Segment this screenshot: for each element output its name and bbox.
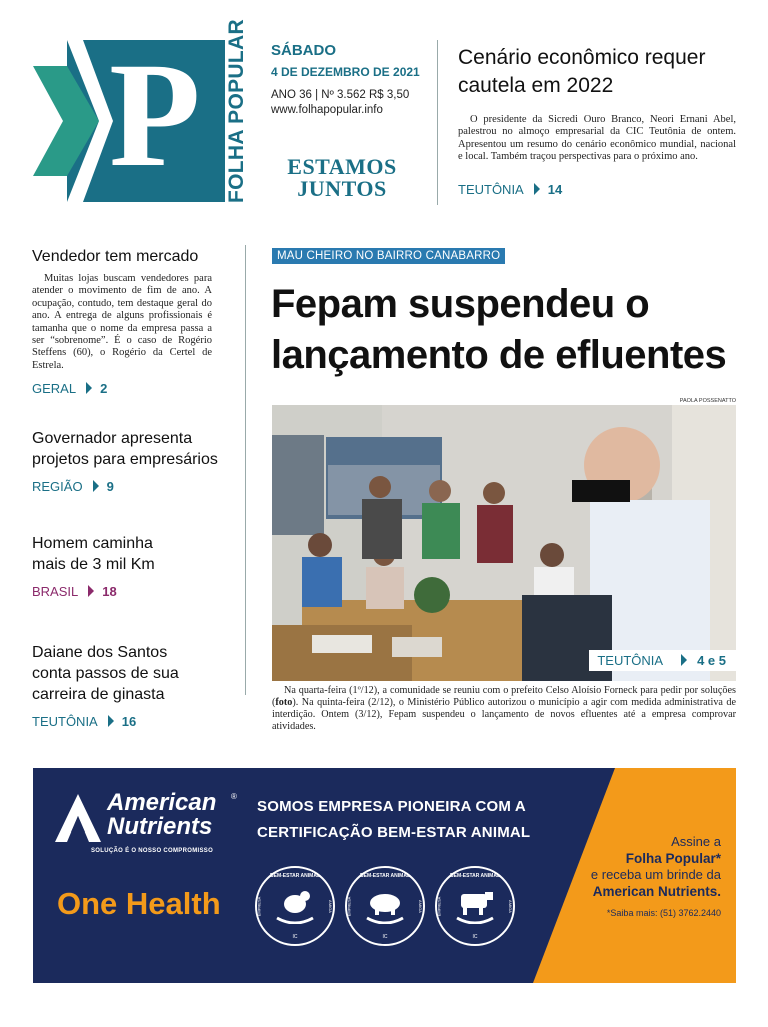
sidebar-item-section: GERAL — [32, 381, 77, 397]
masthead-divider — [437, 40, 438, 205]
chicken-icon — [273, 888, 317, 924]
meeting-photo-icon — [272, 405, 736, 681]
sidebar-item-section: REGIÃO — [32, 479, 83, 494]
advertisement[interactable] — [33, 768, 736, 983]
sidebar-item-body: Muitas lojas buscam vendedores para atender o movimento de fim de ano. A ocupação, contudo, tem destaque geral do ano. A entrega de alguns profissionais é tamanha que o nome da empresa passa a ser “sobrenome”. É o caso de Rogério Steffens (60), o Rogério da Certel de Estrela. — [32, 273, 212, 371]
ad-seals — [255, 866, 525, 952]
ad-cta-note: *Saiba mais: (51) 3762.2440 — [606, 908, 721, 918]
issue-info — [271, 42, 431, 118]
masthead-name — [225, 19, 250, 203]
slogan-line2: JUNTOS — [297, 176, 387, 201]
sidebar-item-ref[interactable] — [32, 381, 212, 396]
top-story-section: TEUTÔNIA — [458, 181, 524, 197]
sidebar-item-page: 2 — [100, 381, 108, 397]
sidebar-item-title[interactable]: Homem caminha mais de 3 mil Km — [32, 535, 155, 573]
ad-headline-line1: SOMOS EMPRESA PIONEIRA COM A — [257, 798, 526, 815]
seal-right-text: AMIGA — [328, 900, 334, 913]
photo-caption — [272, 685, 736, 733]
issue-date: 4 DE DEZEMBRO DE 2021 — [271, 65, 420, 79]
arrow-right-icon — [681, 654, 687, 666]
sidebar-item-page: 16 — [121, 714, 137, 729]
ad-cta-line3: e receba um brinde da — [590, 867, 721, 882]
top-story[interactable] — [458, 44, 736, 197]
arrow-right-icon — [88, 585, 94, 597]
top-story-ref[interactable] — [458, 182, 736, 197]
sidebar-item-ref[interactable] — [32, 714, 207, 729]
caption-text-1: Na quarta-feira (1º/12), a comunidade se reuniu com o prefeito Celso Aloísio Forneck para pedir por soluções ( — [272, 685, 736, 709]
main-photo[interactable] — [272, 405, 736, 681]
seal-left-text: EMPRESA — [346, 896, 352, 917]
seal-right-text: AMIGA — [418, 900, 424, 913]
ad-headline — [257, 794, 531, 846]
caption-text-2: ). Na quinta-feira (2/12), o Ministério Público autorizou o município a agir com medida administrativa de interdição. Ontem (3/12), Fepam suspendeu o lançamento de novos efluentes até a empresa comprovar atividades. — [272, 697, 736, 733]
sidebar-item-governador[interactable] — [32, 428, 237, 494]
sidebar-item-page: 18 — [102, 584, 117, 599]
seal-bottom-text: IC — [382, 934, 388, 940]
sidebar-divider — [245, 245, 246, 695]
sidebar-item-title[interactable]: Vendedor tem mercado — [32, 248, 199, 265]
masthead-logo — [33, 32, 225, 202]
seal-bottom-text: IC — [292, 934, 298, 940]
sidebar-item-daiane[interactable] — [32, 642, 207, 729]
issue-edition: ANO 36 | Nº 3.562 R$ 3,50 — [271, 89, 410, 101]
sidebar-item-title[interactable]: Governador apresenta projetos para empresários — [32, 430, 218, 468]
newspaper-name: FOLHA POPULAR — [225, 19, 248, 203]
ad-cta-line2: Folha Popular* — [625, 851, 721, 866]
sidebar-item-vendedor[interactable] — [32, 246, 212, 396]
main-story-headline[interactable]: Fepam suspendeu o lançamento de efluentes — [271, 282, 727, 377]
photo-credit: PAOLA POSSENATTO — [679, 398, 736, 404]
ad-cta-line1: Assine a — [671, 834, 721, 849]
sidebar-item-section: TEUTÔNIA — [32, 714, 98, 729]
ad-brand-line2: Nutrients — [107, 813, 213, 840]
american-nutrients-logo-icon — [55, 794, 101, 842]
ad-cta-line4: American Nutrients. — [592, 884, 721, 899]
sidebar-item-homem[interactable] — [32, 533, 182, 599]
ad-brand — [55, 790, 255, 880]
ad-brand-tagline: SOLUÇÃO É O NOSSO COMPROMISSO — [91, 848, 214, 854]
seal-cow — [435, 866, 515, 946]
ad-one-health: One Health — [57, 886, 221, 921]
ad-headline-line2: CERTIFICAÇÃO BEM-ESTAR ANIMAL — [257, 824, 531, 841]
photo-ref[interactable] — [589, 650, 736, 671]
arrow-right-icon — [86, 382, 92, 394]
top-story-title[interactable]: Cenário econômico requer cautela em 2022 — [458, 46, 706, 97]
ad-brand-line1: American — [107, 789, 217, 816]
issue-website[interactable]: www.folhapopular.info — [271, 104, 383, 116]
sidebar-item-section: BRASIL — [32, 584, 79, 599]
top-story-body: O presidente da Sicredi Ouro Branco, Neori Ernani Abel, palestrou no almoço empresarial da CIC Teutônia de ontem. Apresentou um resumo do cenário econômico mundial, nacional e local. Também traçou perspectivas para o próximo ano. — [458, 114, 736, 163]
photo-ref-section: TEUTÔNIA — [597, 653, 664, 668]
pig-icon — [363, 888, 407, 924]
issue-day: SÁBADO — [271, 42, 337, 59]
sidebar-item-page: 9 — [106, 479, 114, 494]
slogan — [272, 156, 412, 200]
seal-left-text: EMPRESA — [256, 896, 262, 917]
seal-text: BEM-ESTAR ANIMAL — [270, 873, 320, 879]
arrow-right-icon — [93, 480, 99, 492]
seal-left-text: EMPRESA — [436, 896, 442, 917]
seal-text: BEM-ESTAR ANIMAL — [450, 873, 500, 879]
sidebar-item-ref[interactable] — [32, 584, 182, 599]
top-story-page: 14 — [547, 181, 563, 197]
ad-brand-registered: ® — [231, 792, 237, 801]
cow-icon — [453, 888, 497, 924]
sidebar-item-ref[interactable] — [32, 479, 237, 494]
slogan-line1: ESTAMOS — [287, 154, 397, 179]
sidebar-item-title[interactable]: Daiane dos Santos conta passos de sua carreira de ginasta — [32, 644, 179, 703]
main-story-tag: MAU CHEIRO NO BAIRRO CANABARRO — [272, 248, 505, 264]
seal-text: BEM-ESTAR ANIMAL — [360, 873, 410, 879]
seal-pig — [345, 866, 425, 946]
seal-bottom-text: IC — [472, 934, 478, 940]
caption-bold: foto — [275, 697, 293, 709]
seal-chicken — [255, 866, 335, 946]
seal-right-text: AMIGA — [508, 900, 514, 913]
arrow-right-icon — [534, 183, 540, 195]
photo-ref-page: 4 e 5 — [697, 653, 726, 668]
arrow-right-icon — [108, 715, 114, 727]
logo-letter: P — [109, 32, 201, 198]
ad-cta[interactable] — [553, 834, 721, 918]
